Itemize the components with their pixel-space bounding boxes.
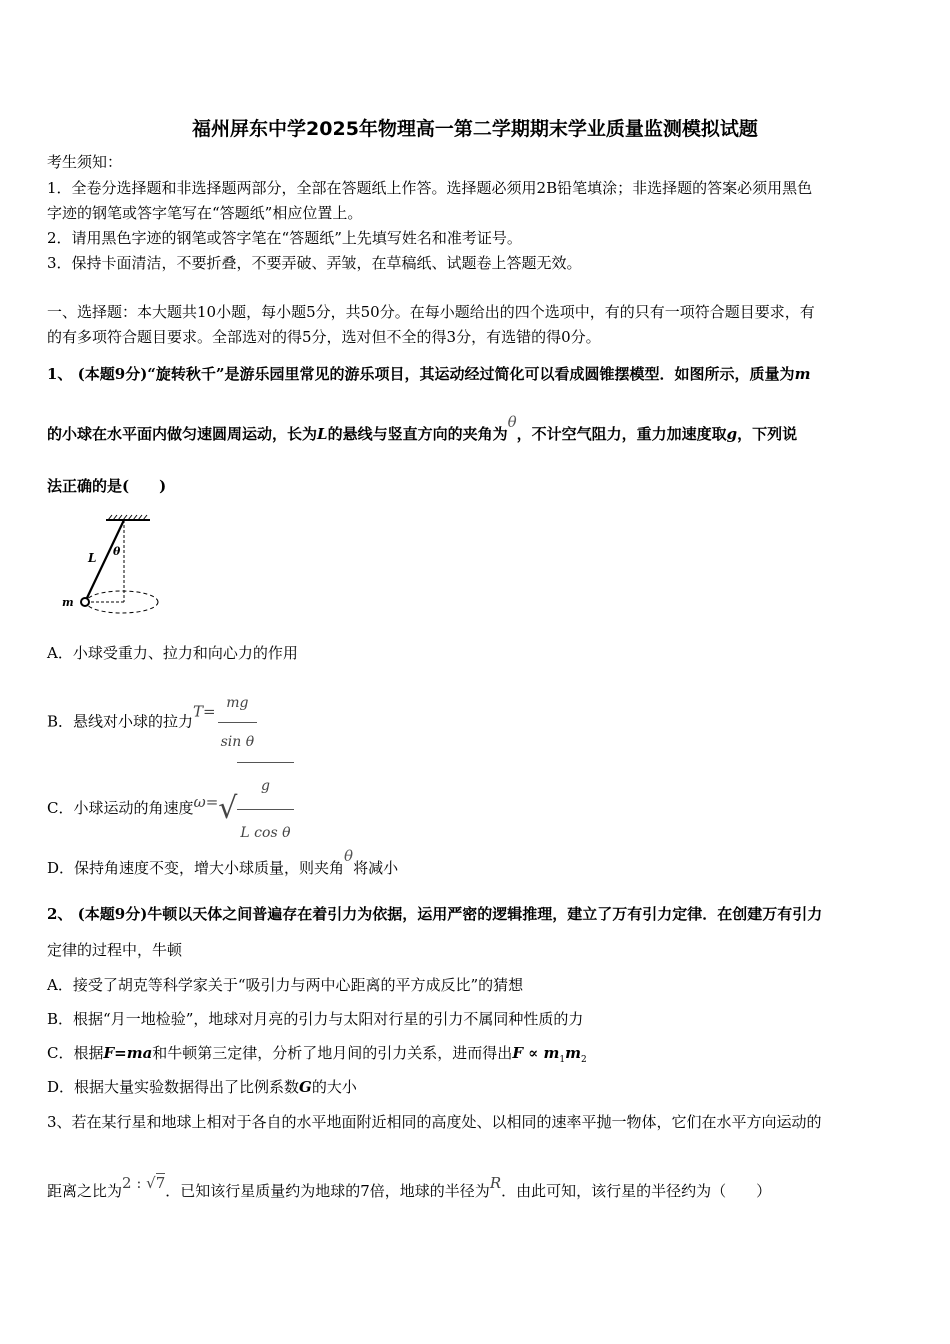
q1-var-m: m <box>794 365 811 383</box>
q1-var-g: g <box>726 425 738 443</box>
q1-option-a: A．小球受重力、拉力和向心力的作用 <box>47 644 298 662</box>
page-title: 福州屏东中学2025年物理高一第二学期期末学业质量监测模拟试题 <box>192 118 758 140</box>
notice-item-1-line-2: 字迹的钢笔或答字笔写在“答题纸”相应位置上。 <box>47 204 363 222</box>
q1-option-d-text-b: 将减小 <box>353 859 399 877</box>
q1-option-c-eq: = <box>205 793 219 811</box>
q2-option-c-formula: F=ma <box>103 1044 153 1062</box>
q1-line-1 <box>47 364 810 384</box>
q1-option-c-numerator: g <box>237 763 293 810</box>
q2-option-c <box>47 1043 587 1070</box>
q3-line-1: 3、若在某行星和地球上相对于各自的水平地面附近相同的高度处、以相同的速率平抛一物体，它们在水平方向运动的 <box>47 1113 822 1131</box>
q1-option-c-denominator: L cos θ <box>240 825 291 841</box>
q2-option-d <box>47 1077 357 1097</box>
label-L: L <box>88 551 97 565</box>
q2-option-c-sub-2: 2 <box>580 1055 587 1065</box>
q1-option-b-text: B．悬线对小球的拉力 <box>47 712 194 731</box>
q1-option-b <box>47 684 259 761</box>
q1-option-c-sqrt: √ $\frac{g}{\text{L cos θ}}$ <box>218 762 293 856</box>
q2-option-c-proportion: F ∝ m <box>512 1044 560 1062</box>
q2-option-b: B．根据“月一地检验”，地球对月亮的引力与太阳对行星的引力不属同种性质的力 <box>47 1010 584 1028</box>
q1-option-b-fraction <box>218 684 258 761</box>
q1-option-b-eq: = <box>203 702 216 721</box>
notice-item-2: 2．请用黑色字迹的钢笔或答字笔在“答题纸”上先填写姓名和准考证号。 <box>47 229 522 247</box>
q2-option-c-text-b: 和牛顿第三定律，分析了地月间的引力关系，进而得出 <box>152 1044 513 1062</box>
q3-text-a: 距离之比为 <box>47 1182 123 1200</box>
q2-line-1: 2、 (本题9分)牛顿以天体之间普遍存在着引力为依据，运用严密的逻辑推理，建立了万有引力定律．在创建万有引力 <box>47 905 823 923</box>
q3-ratio-left: 2 : <box>122 1174 147 1192</box>
q2-line-2: 定律的过程中，牛顿 <box>47 941 183 959</box>
q2-option-c-text-a: C．根据 <box>47 1044 104 1062</box>
conical-pendulum-figure <box>58 514 168 624</box>
ball <box>81 598 89 606</box>
q3-ratio-radicand: 7 <box>155 1174 166 1192</box>
section-1-line-2: 的有多项符合题目要求。全部选对的得5分，选对但不全的得3分，有选错的得0分。 <box>47 328 601 346</box>
q2-option-d-G: G <box>299 1078 312 1096</box>
q1-var-L: L <box>317 425 328 443</box>
q3-line-2: 距离之比为2 : √7．已知该行星质量约为地球的7倍，地球的半径为R．由此可知，该行星的半径约为（ ） <box>47 1174 772 1200</box>
q1-option-d-theta: θ <box>344 847 354 865</box>
q1-var-theta: θ <box>507 413 517 431</box>
q1-option-b-lhs: T <box>193 702 204 721</box>
label-m: m <box>62 596 74 609</box>
notice-item-3: 3．保持卡面清洁，不要折叠，不要弄破、弄皱，在草稿纸、试题卷上答题无效。 <box>47 254 582 272</box>
q1-line-3: 法正确的是( ) <box>47 477 167 495</box>
q1-stem-2b: 的悬线与竖直方向的夹角为 <box>327 425 508 443</box>
q2-option-c-sub-1: 1 <box>559 1055 566 1065</box>
q2-option-d-text-b: 的大小 <box>311 1078 357 1096</box>
q1-option-c-lhs: ω <box>193 793 206 811</box>
q1-option-d <box>47 847 399 878</box>
q1-option-d-text-a: D．保持角速度不变，增大小球质量，则夹角 <box>47 859 345 877</box>
q2-option-d-text-a: D．根据大量实验数据得出了比例系数 <box>47 1078 300 1096</box>
section-1-line-1: 一、选择题：本大题共10小题，每小题5分，共50分。在每小题给出的四个选项中，有的只有一项符合题目要求，有 <box>47 303 815 321</box>
q3-var-R: R <box>489 1174 502 1192</box>
q1-stem-1: 1、 (本题9分)“旋转秋千”是游乐园里常见的游乐项目，其运动经过简化可以看成圆锥摆模型．如图所示，质量为 <box>47 365 795 383</box>
q1-stem-2c: ，不计空气阻力，重力加速度取 <box>516 425 727 443</box>
label-theta: θ <box>113 545 121 558</box>
q1-option-b-denominator: sin θ <box>220 734 255 750</box>
notice-heading: 考生须知： <box>47 153 123 171</box>
q3-text-b: ．已知该行星质量约为地球的7倍，地球的半径为 <box>165 1182 490 1200</box>
q3-text-c: ．由此可知，该行星的半径约为（ ） <box>501 1182 772 1200</box>
q2-option-a: A．接受了胡克等科学家关于“吸引力与两中心距离的平方成反比”的猜想 <box>47 976 524 994</box>
notice-item-1-line-1: 1．全卷分选择题和非选择题两部分，全部在答题纸上作答。选择题必须用2B铅笔填涂；非选择题的答案必须用黑色 <box>47 179 813 197</box>
q1-stem-2d: ，下列说 <box>737 425 798 443</box>
q2-option-c-m2: m <box>565 1044 581 1062</box>
q1-option-b-numerator: mg <box>218 684 258 723</box>
q1-option-c <box>47 762 294 856</box>
q1-option-c-text: C．小球运动的角速度 <box>47 799 194 817</box>
q1-line-2 <box>47 413 798 444</box>
q1-stem-2a: 的小球在水平面内做匀速圆周运动，长为 <box>47 425 318 443</box>
